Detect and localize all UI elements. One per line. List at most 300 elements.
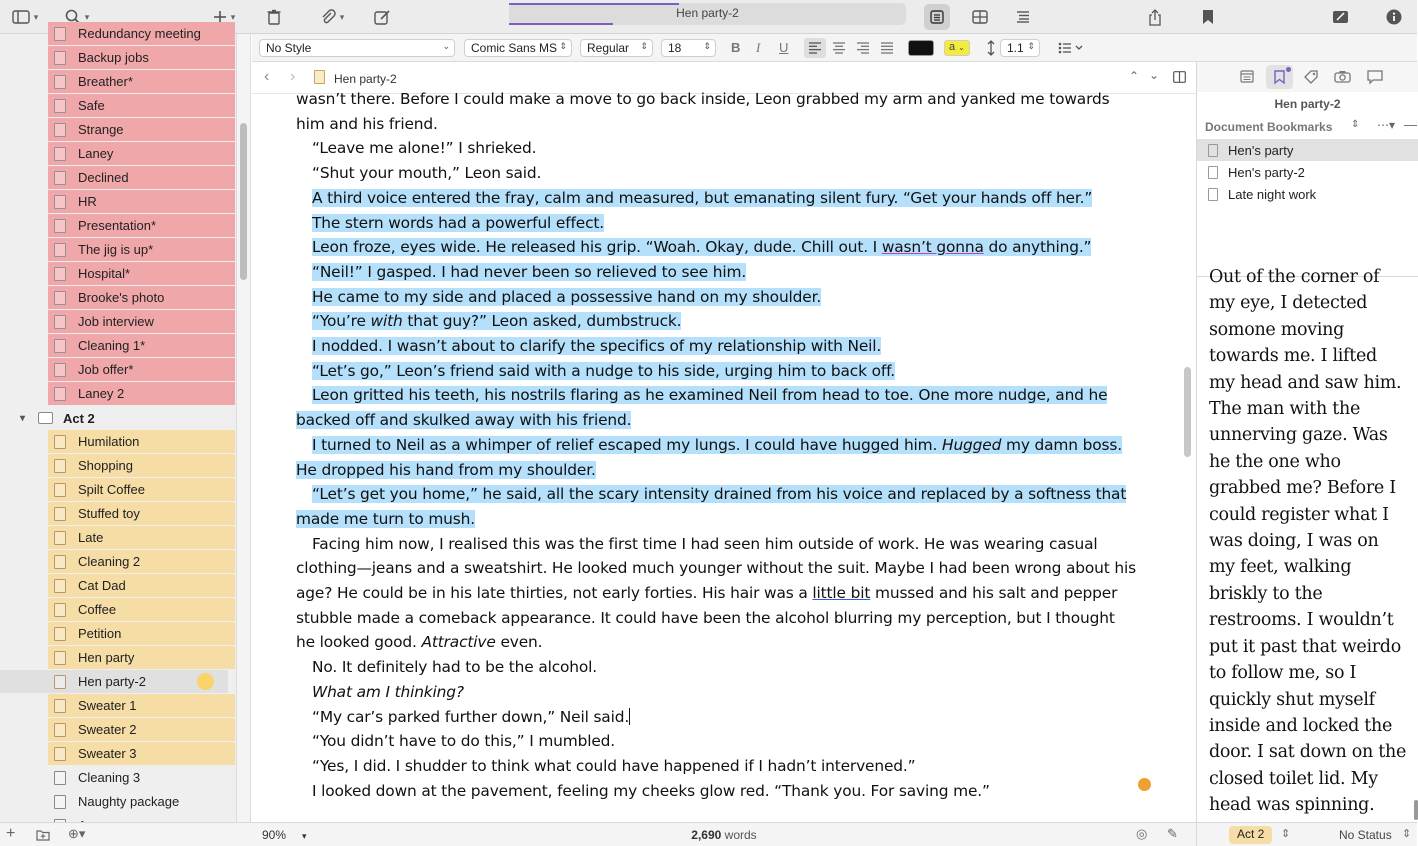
document-icon <box>54 387 66 401</box>
preview-line: grabbed me? Before I <box>1209 478 1396 499</box>
preview-line: door. I sat down on the <box>1209 742 1407 763</box>
binder-item-label: Laney <box>78 146 114 161</box>
spellcheck-underlined-text: little bit <box>812 584 871 603</box>
bookmark-item[interactable] <box>1197 161 1418 183</box>
binder-item-label: Job interview <box>78 314 154 329</box>
selected-text <box>312 214 604 232</box>
manuscript-paragraph[interactable] <box>296 359 1136 384</box>
window-title: Hen party-2 <box>676 6 739 20</box>
stepper-icon: ⇕ <box>1351 119 1360 130</box>
binder-item[interactable] <box>48 766 235 789</box>
binder-item-label: Brooke's photo <box>78 290 165 305</box>
manuscript-paragraph[interactable] <box>296 235 1136 260</box>
text-run: I looked down at the pavement, feeling my cheeks glow red. “Thank you. For saving me.” <box>312 781 990 800</box>
preview-line: head was spinning. <box>1209 795 1375 816</box>
editor-text-body[interactable] <box>296 87 1136 803</box>
binder-item[interactable] <box>48 598 235 621</box>
binder-item-label: Hospital* <box>78 266 131 281</box>
preview-line: quickly shut myself <box>1209 689 1375 710</box>
binder-item[interactable] <box>48 286 235 309</box>
binder-item-label: Sweater 3 <box>78 746 137 761</box>
document-icon <box>54 483 66 497</box>
binder-item-label: Coffee <box>78 602 117 617</box>
document-icon <box>54 771 66 785</box>
bookmark-button[interactable] <box>1198 4 1218 30</box>
document-icon <box>54 339 66 353</box>
binder-item[interactable] <box>48 622 235 645</box>
document-icon <box>54 459 66 473</box>
document-icon <box>1208 144 1218 157</box>
remove-bookmark-icon[interactable]: — <box>1404 117 1417 132</box>
inspector-footer <box>1196 822 1417 846</box>
font-family-select[interactable] <box>464 39 572 57</box>
manuscript-paragraph[interactable] <box>296 211 1136 236</box>
split-editor-icon[interactable] <box>1173 71 1186 83</box>
selected-text <box>312 238 1091 256</box>
binder-item[interactable] <box>48 190 235 213</box>
document-icon <box>54 603 66 617</box>
binder-item-label: Sweater 2 <box>78 722 137 737</box>
chevron-down-icon: ▾ <box>84 11 90 22</box>
back-arrow-icon[interactable]: ‹ <box>264 68 270 85</box>
folder-icon <box>38 412 53 424</box>
preview-line: was doing, I was on <box>1209 531 1379 552</box>
binder-item[interactable] <box>48 70 235 93</box>
stepper-icon: ⇕ <box>703 41 711 51</box>
word-count <box>252 828 1196 842</box>
text-color-button[interactable] <box>908 40 934 56</box>
text-run: “Let’s go,” Leon’s friend said with a nudge to his side, urging him to back off. <box>312 361 895 380</box>
bookmark-preview[interactable] <box>1197 267 1418 822</box>
preview-line: somone moving <box>1209 319 1345 340</box>
corkboard-view-button[interactable] <box>967 4 993 30</box>
document-icon <box>1208 188 1218 201</box>
selected-text <box>312 312 681 330</box>
share-icon <box>1148 9 1162 26</box>
binder-item-label: Redundancy meeting <box>78 26 201 41</box>
stepper-icon: ⇕ <box>1402 828 1412 840</box>
outline-view-icon <box>1016 11 1030 23</box>
preview-line: my head and saw him. <box>1209 372 1402 393</box>
preview-line: towards me. I lifted <box>1209 346 1377 367</box>
document-icon <box>54 219 66 233</box>
manuscript-paragraph[interactable] <box>296 729 1136 754</box>
manuscript-paragraph[interactable] <box>296 186 1136 211</box>
binder-item[interactable] <box>0 670 228 693</box>
binder-item-label: Cleaning 1* <box>78 338 146 353</box>
chevron-down-icon: ⌄ <box>958 43 965 52</box>
grid-view-icon <box>972 10 988 24</box>
binder-scrollbar[interactable] <box>240 123 247 280</box>
align-left-icon[interactable] <box>808 42 822 54</box>
sidebar-toggle-button[interactable] <box>6 4 44 30</box>
next-doc-icon[interactable]: ⌄ <box>1149 68 1160 82</box>
document-icon <box>54 747 66 761</box>
target-icon[interactable]: ◎ <box>1136 826 1148 841</box>
binder-folder-act-2[interactable] <box>0 406 235 430</box>
editor-scrollbar[interactable] <box>1184 367 1191 457</box>
paragraph-style-select[interactable] <box>259 39 455 57</box>
sidebar-icon <box>12 10 30 24</box>
preview-line: unnerving gaze. Was <box>1209 425 1388 446</box>
align-center-icon[interactable] <box>832 42 846 54</box>
binder-item-label: Cleaning 2 <box>78 554 141 569</box>
text-run: that guy?” Leon asked, dumbstruck. <box>402 312 682 331</box>
selected-text <box>312 337 881 355</box>
document-icon <box>54 531 66 545</box>
selected-text <box>296 436 1122 479</box>
binder-item[interactable] <box>48 46 235 69</box>
document-icon <box>54 627 66 641</box>
font-weight-value: Regular <box>587 41 630 55</box>
font-size-select[interactable] <box>661 39 716 57</box>
binder-item-label: Laney 2 <box>78 386 125 401</box>
outline-view-button[interactable] <box>1010 4 1036 30</box>
manuscript-paragraph[interactable] <box>296 260 1136 285</box>
bookmark-label: Hen's party-2 <box>1228 164 1305 180</box>
bookmarks-tab[interactable] <box>1266 65 1293 89</box>
binder-item[interactable] <box>48 310 235 333</box>
text-editor[interactable] <box>252 90 1181 822</box>
text-run: Leon froze, eyes wide. He released his grip. “Woah. Okay, dude. Chill out. I <box>312 238 882 257</box>
compose-mode-icon <box>1332 10 1349 24</box>
text-run: mussed and his salt and pepper stubble made a comeback appearance. It could have been the alcohol blurring my perception, but I thought he looked good. <box>296 584 1118 652</box>
binder-item-label: Stuffed toy <box>78 506 140 521</box>
label-color-dot <box>197 673 214 690</box>
preview-line: restrooms. I wouldn’t <box>1209 610 1394 631</box>
preview-line: he the one who <box>1209 451 1341 472</box>
line-spacing-select[interactable] <box>1000 39 1040 57</box>
binder-item[interactable] <box>48 22 235 45</box>
binder-footer <box>0 822 252 846</box>
selected-text <box>312 288 821 306</box>
document-icon <box>54 699 66 713</box>
text-run: The stern words had a powerful effect. <box>312 213 605 232</box>
manuscript-paragraph[interactable] <box>296 383 1136 432</box>
binder-item-label: Petition <box>78 626 122 641</box>
paragraph-style-value: No Style <box>266 41 312 55</box>
preview-scrollbar[interactable] <box>1414 800 1418 820</box>
word-count-value: 2,690 <box>691 828 722 842</box>
forward-arrow-icon[interactable]: › <box>290 68 296 85</box>
manuscript-paragraph[interactable] <box>296 136 1136 161</box>
document-icon <box>314 70 325 84</box>
chevron-down-icon: ▾ <box>302 831 307 841</box>
document-icon <box>54 51 66 65</box>
document-icon <box>1208 166 1218 179</box>
comment-add-icon[interactable]: ✎ <box>1167 826 1178 841</box>
binder-item[interactable] <box>48 742 235 765</box>
binder-item[interactable] <box>48 454 235 477</box>
binder-item-label: Safe <box>78 98 105 113</box>
format-bar <box>252 34 1417 62</box>
document-icon <box>54 195 66 209</box>
manuscript-paragraph[interactable] <box>296 161 1136 186</box>
compose-icon <box>374 9 391 25</box>
info-icon <box>1386 9 1402 25</box>
progress-indicator <box>509 3 679 5</box>
preview-line: could register what I <box>1209 504 1389 525</box>
document-icon <box>54 435 66 449</box>
list-style-icon[interactable] <box>1058 42 1084 54</box>
zoom-value: 90% <box>262 828 287 842</box>
inspector-panel <box>1196 62 1417 822</box>
manuscript-paragraph[interactable] <box>296 754 1136 779</box>
binder-item[interactable] <box>48 166 235 189</box>
metadata-tab-icon[interactable] <box>1303 69 1319 85</box>
add-folder-icon[interactable] <box>36 829 50 841</box>
text-run: I turned to Neil as a whimper of relief escaped my lungs. I could have hugged him. <box>312 435 943 454</box>
notes-tab-icon[interactable] <box>1240 70 1254 83</box>
line-spacing-icon <box>986 40 996 56</box>
trash-icon <box>267 9 281 25</box>
manuscript-paragraph[interactable] <box>296 309 1136 334</box>
highlight-color-button[interactable] <box>944 40 970 56</box>
document-icon <box>54 675 66 689</box>
spellcheck-underlined-text: wasn’t gonna <box>881 238 984 257</box>
binder-item[interactable] <box>48 526 235 549</box>
binder-item-label: Sweater 1 <box>78 698 137 713</box>
document-icon <box>54 75 66 89</box>
binder-item[interactable] <box>48 574 235 597</box>
single-doc-view-button[interactable] <box>924 4 950 30</box>
underline-button[interactable]: U <box>779 40 789 55</box>
bookmark-icon <box>1202 9 1214 25</box>
text-run: Leon gritted his teeth, his nostrils flaring as he examined Neil from head to toe. One more nudge, and he backed off and skulked away with his friend. <box>296 386 1108 430</box>
manuscript-paragraph[interactable] <box>296 779 1136 804</box>
attachment-button[interactable] <box>314 4 350 30</box>
document-icon <box>54 795 66 809</box>
preview-line: inside and locked the <box>1209 715 1393 736</box>
binder-item-label: Naughty package <box>78 794 180 809</box>
font-weight-select[interactable] <box>580 39 653 57</box>
text-run: “Neil!” I gasped. I had never been so relieved to see him. <box>312 262 747 281</box>
document-icon <box>54 147 66 161</box>
highlight-label: a <box>949 41 956 53</box>
manuscript-paragraph[interactable] <box>296 87 1136 136</box>
document-icon <box>54 27 66 41</box>
preview-line: my feet, walking <box>1209 557 1352 578</box>
disclosure-triangle-icon[interactable]: ▾ <box>20 412 26 424</box>
single-doc-view-icon <box>930 10 944 24</box>
word-count-label: words <box>724 828 757 842</box>
binder-item[interactable] <box>48 142 235 165</box>
binder-item-label: Humilation <box>78 434 140 449</box>
bookmarks-section-label: Document Bookmarks <box>1205 120 1333 134</box>
document-icon <box>54 243 66 257</box>
chevron-down-icon: ▾ <box>339 11 345 22</box>
binder-item-label: Job offer* <box>78 362 134 377</box>
manuscript-paragraph[interactable] <box>296 655 1136 680</box>
document-icon <box>54 723 66 737</box>
bookmark-preview-text <box>1209 264 1405 819</box>
font-size-value: 18 <box>668 41 682 55</box>
binder-item-label: Cat Dad <box>78 578 126 593</box>
text-run: “My car’s parked further down,” Neil said. <box>312 707 630 726</box>
preview-line: to follow me, so I <box>1209 663 1357 684</box>
binder-item[interactable] <box>48 694 235 717</box>
selected-text <box>312 362 895 380</box>
selected-text <box>312 263 746 281</box>
manuscript-paragraph[interactable] <box>296 482 1136 531</box>
document-icon <box>54 579 66 593</box>
document-icon <box>54 267 66 281</box>
text-run: No. It definitely had to be the alcohol. <box>312 658 598 677</box>
document-icon <box>54 507 66 521</box>
manuscript-paragraph[interactable] <box>296 433 1136 482</box>
binder-item[interactable] <box>48 214 235 237</box>
comments-tab-icon[interactable] <box>1367 70 1383 84</box>
bookmark-item[interactable] <box>1197 183 1418 205</box>
document-icon <box>54 123 66 137</box>
align-justify-icon[interactable] <box>880 42 894 54</box>
compose-button[interactable] <box>372 4 392 30</box>
chevron-down-icon: ⌄ <box>442 41 450 51</box>
binder-item[interactable] <box>48 334 235 357</box>
manuscript-paragraph[interactable] <box>296 334 1136 359</box>
binder-item[interactable] <box>48 430 235 453</box>
text-run: “Leave me alone!” I shrieked. <box>312 139 537 158</box>
binder-item[interactable] <box>48 94 235 117</box>
binder-item-label: The jig is up* <box>78 242 154 257</box>
label-select[interactable]: Act 2 <box>1229 826 1272 844</box>
chevron-down-icon: ▾ <box>33 11 39 22</box>
document-icon <box>54 291 66 305</box>
binder-item-label: Backup jobs <box>78 50 149 65</box>
binder-actions-icon[interactable]: ⊕▾ <box>68 826 86 841</box>
bookmark-tab-icon <box>1274 70 1285 84</box>
binder-item-label: Breather* <box>78 74 133 89</box>
manuscript-paragraph[interactable] <box>296 680 1136 705</box>
chevron-down-icon: ▾ <box>230 11 236 22</box>
preview-line: closed toilet lid. My <box>1209 768 1378 789</box>
text-run: “You’re <box>312 312 371 331</box>
editor-footer <box>252 822 1196 846</box>
italic-text: Attractive <box>421 633 496 652</box>
folder-label: Act 2 <box>63 410 95 426</box>
text-run: wasn’t there. Before I could make a move to go back inside, Leon grabbed my arm and yanked me towards him and his friend. <box>296 90 1110 133</box>
bookmark-indicator-dot <box>1286 67 1291 72</box>
binder-item-label: HR <box>78 194 97 209</box>
text-run: “Shut your mouth,” Leon said. <box>312 164 542 183</box>
preview-line: put it past that weirdo <box>1209 636 1401 657</box>
stepper-icon: ⇕ <box>1027 41 1035 51</box>
text-run: my damn boss. He dropped his hand from my shoulder. <box>296 435 1122 479</box>
add-icon[interactable]: + <box>6 825 16 842</box>
binder-item[interactable] <box>48 262 235 285</box>
more-options-icon[interactable]: ⋯▾ <box>1377 118 1396 132</box>
font-family-value: Comic Sans MS <box>471 41 558 55</box>
binder-item[interactable] <box>48 358 235 381</box>
binder-item-label: Cleaning 3 <box>78 770 141 785</box>
inspector-title: Hen party-2 <box>1274 97 1341 111</box>
breadcrumb[interactable]: Hen party-2 <box>334 72 397 86</box>
italic-text: with <box>370 312 403 331</box>
binder-item-label: Declined <box>78 170 129 185</box>
italic-button[interactable]: I <box>756 40 761 55</box>
document-icon <box>54 555 66 569</box>
italic-text: Hugged <box>942 435 1002 454</box>
text-run: “Yes, I did. I shudder to think what could have happened if I hadn’t intervened.” <box>312 756 916 775</box>
document-title-bar <box>509 3 906 25</box>
text-run: A third voice entered the fray, calm and measured, but emanating silent fury. “Get your hands off her.” <box>312 188 1093 207</box>
inspector-toggle-button[interactable] <box>1384 4 1404 30</box>
share-button[interactable] <box>1145 4 1165 30</box>
manuscript-paragraph[interactable] <box>296 705 1136 730</box>
previous-doc-icon[interactable]: ⌃ <box>1129 69 1140 83</box>
text-run: He came to my side and placed a possessive hand on my shoulder. <box>312 287 822 306</box>
binder-item[interactable] <box>48 502 235 525</box>
binder-item[interactable] <box>48 718 235 741</box>
inspector-tabs <box>1197 62 1418 92</box>
binder-item-label: Shopping <box>78 458 133 473</box>
stepper-icon: ⇕ <box>559 41 567 51</box>
document-icon <box>54 363 66 377</box>
text-run: Facing him now, I realised this was the first time I had seen him outside of work. He was wearing casual clothing—jeans and a sweatshirt. He looked much younger without the suit. Maybe I had been wrong about his age? He could be in his late thirties, not early forties. His hair was a <box>296 534 1136 603</box>
bookmark-label: Hen's party <box>1228 142 1294 158</box>
binder-item-label: Hen party <box>78 650 135 665</box>
binder-item[interactable] <box>48 238 235 261</box>
italic-text: What am I thinking? <box>312 682 464 701</box>
manuscript-paragraph[interactable] <box>296 532 1136 656</box>
document-icon <box>54 99 66 113</box>
binder-item-label: Spilt Coffee <box>78 482 145 497</box>
binder-item[interactable] <box>48 790 235 813</box>
binder-item[interactable] <box>48 550 235 573</box>
binder-item[interactable] <box>48 646 235 669</box>
manuscript-paragraph[interactable] <box>296 285 1136 310</box>
text-run: “You didn’t have to do this,” I mumbled. <box>312 732 616 751</box>
stepper-icon: ⇕ <box>1281 828 1291 840</box>
binder-item[interactable] <box>48 118 235 141</box>
align-right-icon[interactable] <box>856 42 870 54</box>
stepper-icon: ⇕ <box>640 41 648 51</box>
binder-item-label: Late <box>78 530 104 545</box>
binder-sidebar <box>0 26 237 822</box>
text-run: I nodded. I wasn’t about to clarify the specifics of my relationship with Neil. <box>312 337 882 356</box>
paperclip-icon <box>320 9 336 25</box>
preview-line: The man with the <box>1209 399 1361 420</box>
bookmark-item[interactable] <box>1197 139 1418 161</box>
text-run: do anything.” <box>983 238 1092 257</box>
preview-line: briskly to the <box>1209 583 1323 604</box>
selected-text <box>296 485 1126 528</box>
text-caret <box>629 708 630 725</box>
bookmarks-section-select[interactable] <box>1205 120 1332 134</box>
status-select[interactable]: No Status <box>1339 828 1392 842</box>
comment-marker[interactable] <box>1138 778 1151 791</box>
document-icon <box>54 651 66 665</box>
binder-item-label: Hen party-2 <box>78 674 146 689</box>
binder-item-label: Presentation* <box>78 218 157 233</box>
binder-item[interactable] <box>48 478 235 501</box>
preview-line: my eye, I detected <box>1209 293 1368 314</box>
document-icon <box>54 315 66 329</box>
line-spacing-value: 1.1 <box>1007 41 1024 55</box>
bookmark-label: Late night work <box>1228 186 1317 202</box>
text-run: even. <box>495 633 543 652</box>
snapshots-tab-icon[interactable] <box>1334 70 1351 83</box>
preview-line: Out of the corner of <box>1209 267 1380 287</box>
text-run: “Let’s get you home,” he said, all the scary intensity drained from his voice and replaced by a softness that made me turn to mush. <box>296 485 1127 528</box>
selected-text <box>312 189 1092 207</box>
bold-button[interactable]: B <box>731 40 741 55</box>
selected-text <box>296 386 1107 429</box>
session-progress-indicator <box>509 23 613 25</box>
composition-mode-button[interactable] <box>1330 4 1350 30</box>
binder-item[interactable] <box>48 382 235 405</box>
trash-button[interactable] <box>264 4 284 30</box>
